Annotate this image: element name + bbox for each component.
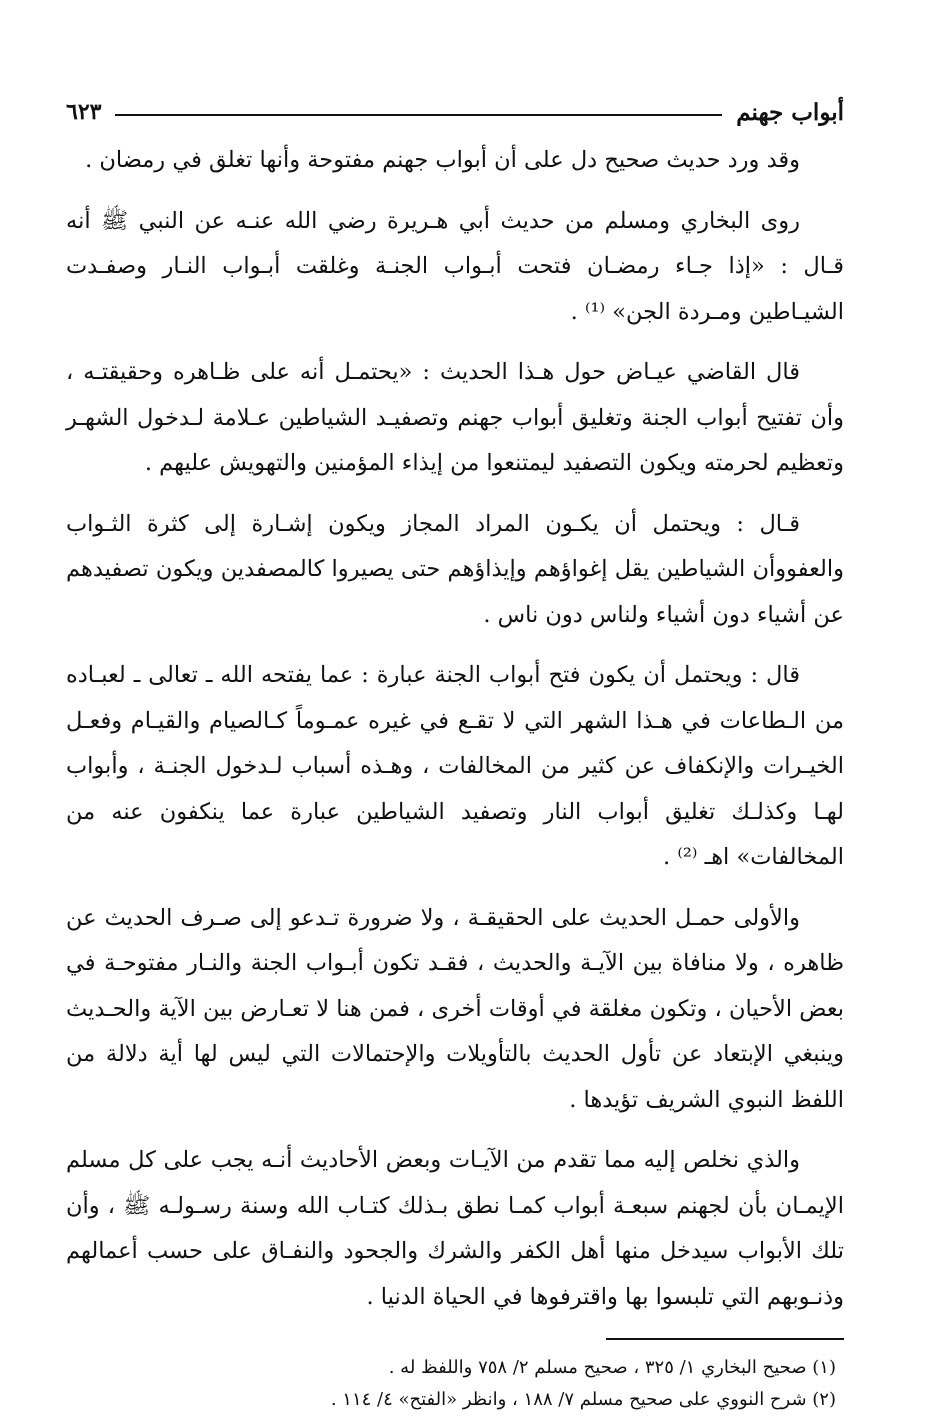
footnotes — [66, 1352, 844, 1416]
paragraph: قـال : ويحتمل أن يكـون المراد المجاز ويكون إشـارة إلى كثرة الثـواب والعفووأن الشياطين يقل إغواؤهم وإيذاؤهم حتى يصيروا كالمصفدين ويكون تصفيدهم عن أشياء دون أشياء ولناس دون ناس . — [66, 510, 844, 628]
paragraph: والذي نخلص إليه مما تقدم من الآيـات وبعض الأحاديث أنـه يجب على كل مسلم الإيمـان بأن لجهنم سبعـة أبواب كمـا نطق بـذلك كتـاب الله وسنة رسـولـه ﷺ ، وأن تلك الأبواب سيدخل منها أهل الكفر والشرك والجحود والنفـاق على حسب أعمالهم وذنـوبهم التي تلبسوا بها واقترفوها في الحياة الدنيا . — [66, 1147, 844, 1310]
footnote: (١) صحيح البخاري ١/ ٣٢٥ ، صحيح مسلم ٢/ ٧٥٨ واللفظ له . — [388, 1357, 836, 1378]
paragraph: قال : ويحتمل أن يكون فتح أبواب الجنة عبارة : عما يفتحه الله ـ تعالى ـ لعبـاده من الـطاعات في هـذا الشهر التي لا تقـع في غيره عمـوماً كـالصيام والقيـام وفعـل الخيـرات والإنكفاف عن كثير من المخالفات ، وهـذه أسباب لـدخول الجنـة ، وأبواب لهـا وكذلـك تغليق أبواب النار وتصفيد الشياطين عبارة عما ينكفون عنه من المخالفات» اهـ ⁽²⁾ . — [66, 662, 844, 870]
header-rule — [115, 114, 722, 116]
book-page — [66, 92, 844, 1416]
running-header — [66, 92, 844, 132]
footnote: (٢) شرح النووي على صحيح مسلم ٧/ ١٨٨ ، وانظر «الفتح» ٤/ ١١٤ . — [330, 1389, 836, 1410]
footnote-divider — [606, 1338, 844, 1340]
paragraph: وقد ورد حديث صحيح دل على أن أبواب جهنم مفتوحة وأنها تغلق في رمضان . — [85, 147, 800, 173]
paragraph: والأولى حمـل الحديث على الحقيقـة ، ولا ضرورة تـدعو إلى صـرف الحديث عن ظاهره ، ولا منافاة بين الآيـة والحديث ، فقـد تكون أبـواب الجنة والنـار مفتوحـة في بعض الأحيان ، وتكون مغلقة في أوقات أخرى ، فمن هنا لا تعـارض بين الآية والحـديث وينبغي الإبتعاد عن تأول الحديث بالتأويلات والإحتمالات التي ليس لها أية دلالة من اللفظ النبوي الشريف تؤيدها . — [66, 904, 844, 1113]
body-text — [66, 138, 844, 1320]
chapter-title: أبواب جهنم — [736, 98, 844, 126]
paragraph: روى البخاري ومسلم من حديث أبي هـريرة رضي الله عنـه عن النبي ﷺ أنه قـال : «إذا جـاء رمضـان فتحت أبـواب الجنـة وغلقت أبـواب النـار وصفـدت الشيـاطين ومـردة الجن» ⁽¹⁾ . — [66, 207, 844, 325]
paragraph: قال القاضي عيـاض حول هـذا الحديث : «يحتمـل أنه على ظـاهره وحقيقتـه ، وأن تفتيح أبواب الجنة وتغليق أبواب جهنم وتصفيـد الشياطين عـلامة لـدخول الشهـر وتعظيم لحرمته ويكون التصفيد ليمتنعوا من إيذاء المؤمنين والتهويش عليهم . — [66, 359, 844, 476]
page-number: ٦٢٣ — [66, 99, 102, 125]
